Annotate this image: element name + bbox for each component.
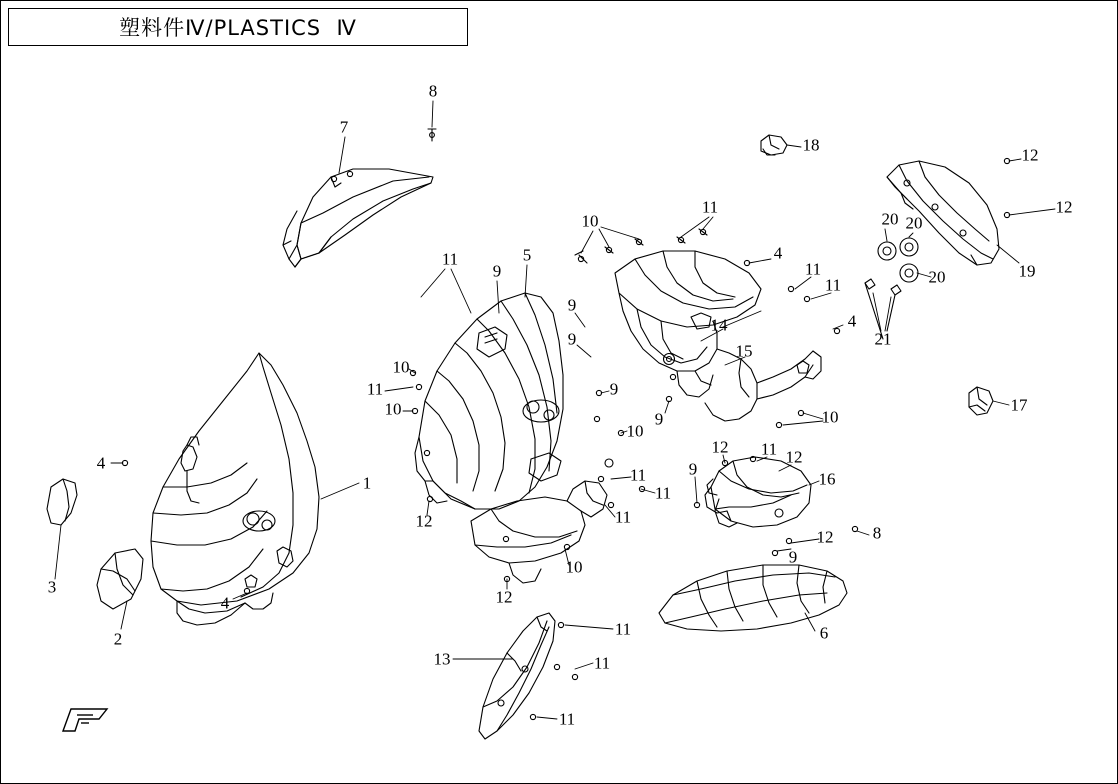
part-20-21-shapes <box>865 238 918 339</box>
callout-label-11: 11 <box>593 653 611 673</box>
callout-label-9: 9 <box>654 409 664 429</box>
callout-label-12: 12 <box>785 447 803 467</box>
callout-label-19: 19 <box>1018 261 1036 281</box>
part-2-shape <box>97 549 143 609</box>
callout-label-12: 12 <box>415 511 433 531</box>
callout-label-4: 4 <box>220 593 230 613</box>
callout-label-9: 9 <box>567 329 577 349</box>
part-3-shape <box>47 479 77 525</box>
callout-label-1: 1 <box>362 473 372 493</box>
callout-label-4: 4 <box>773 243 783 263</box>
callout-label-4: 4 <box>96 453 106 473</box>
part-16-shape <box>705 457 811 527</box>
callout-label-12: 12 <box>711 437 729 457</box>
part-13-shape <box>479 613 555 739</box>
part-5-shape <box>415 293 613 583</box>
part-17-shape <box>969 387 993 415</box>
callout-label-9: 9 <box>492 261 502 281</box>
callout-label-20: 20 <box>905 213 923 233</box>
callout-label-8: 8 <box>428 81 438 101</box>
callout-label-3: 3 <box>47 577 57 597</box>
manufacturer-logo <box>59 701 111 739</box>
callout-label-14: 14 <box>710 315 728 335</box>
callout-label-12: 12 <box>816 527 834 547</box>
callout-label-11: 11 <box>558 709 576 729</box>
part-18-shape <box>761 135 787 155</box>
callout-label-11: 11 <box>614 507 632 527</box>
callout-label-10: 10 <box>565 557 583 577</box>
part-19-shape <box>887 161 999 265</box>
callout-label-15: 15 <box>735 341 753 361</box>
callout-label-21: 21 <box>874 329 892 349</box>
callout-label-11: 11 <box>366 379 384 399</box>
callout-label-17: 17 <box>1010 395 1028 415</box>
callout-label-11: 11 <box>804 259 822 279</box>
callout-label-9: 9 <box>609 379 619 399</box>
callout-label-2: 2 <box>113 629 123 649</box>
part-1-shape <box>151 353 319 625</box>
callout-label-10: 10 <box>384 399 402 419</box>
callout-label-11: 11 <box>824 275 842 295</box>
callout-label-11: 11 <box>441 249 459 269</box>
callout-label-6: 6 <box>819 623 829 643</box>
callout-label-20: 20 <box>928 267 946 287</box>
fastener-marks <box>122 129 1009 720</box>
callout-label-11: 11 <box>760 439 778 459</box>
callout-label-12: 12 <box>1055 197 1073 217</box>
part-7-shape <box>283 169 433 267</box>
callout-label-20: 20 <box>881 209 899 229</box>
callout-label-13: 13 <box>433 649 451 669</box>
callout-label-9: 9 <box>688 459 698 479</box>
callout-label-11: 11 <box>629 465 647 485</box>
callout-label-11: 11 <box>701 197 719 217</box>
part-14-15-shape <box>615 251 821 421</box>
callout-label-10: 10 <box>821 407 839 427</box>
callout-label-8: 8 <box>872 523 882 543</box>
callout-label-10: 10 <box>392 357 410 377</box>
callout-label-11: 11 <box>654 483 672 503</box>
callout-label-9: 9 <box>567 295 577 315</box>
parts-drawing <box>1 1 1118 784</box>
part-6-shape <box>659 565 847 631</box>
callout-label-7: 7 <box>339 117 349 137</box>
callout-label-10: 10 <box>581 211 599 231</box>
callout-label-16: 16 <box>818 469 836 489</box>
callout-label-18: 18 <box>802 135 820 155</box>
callout-label-11: 11 <box>614 619 632 639</box>
callout-label-12: 12 <box>1021 145 1039 165</box>
callout-label-5: 5 <box>522 245 532 265</box>
callout-label-10: 10 <box>626 421 644 441</box>
callout-label-9: 9 <box>788 547 798 567</box>
callout-label-12: 12 <box>495 587 513 607</box>
callout-label-4: 4 <box>847 311 857 331</box>
page-title: 塑料件Ⅳ/PLASTICS Ⅳ <box>119 16 357 40</box>
